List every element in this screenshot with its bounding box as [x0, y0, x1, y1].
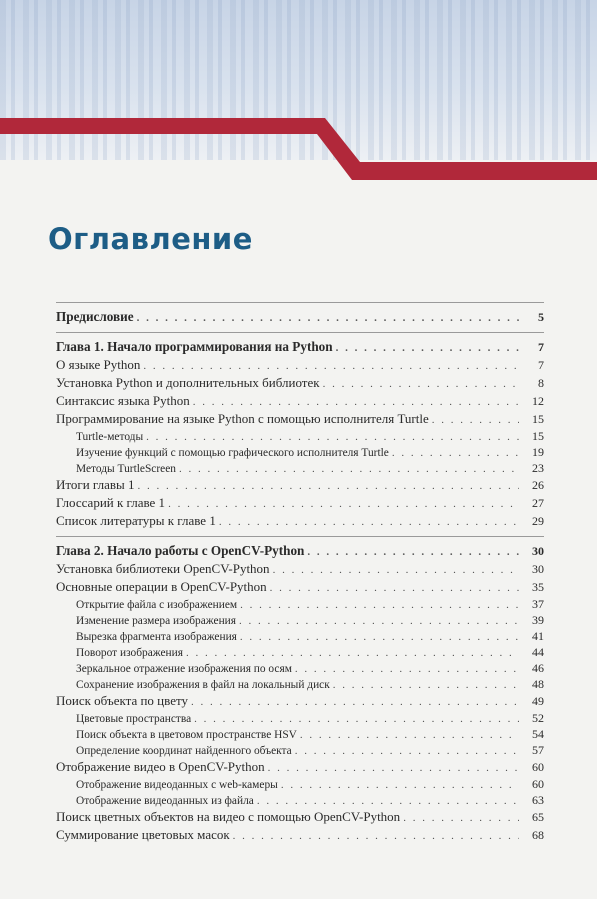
toc-entry-label: Поиск объекта по цвету: [56, 693, 188, 708]
toc-page-number: 49: [532, 694, 544, 708]
dot-leader: [295, 661, 519, 677]
toc-entry-label: Цветовые пространства: [76, 713, 192, 725]
toc-entry-label: Зеркальное отражение изображения по осям: [76, 663, 292, 675]
toc-page-number: 48: [532, 677, 544, 691]
dot-leader: [168, 495, 519, 513]
chapter-rule: [56, 536, 544, 537]
toc-preface[interactable]: [56, 307, 544, 326]
toc-section-entry[interactable]: [56, 374, 544, 392]
toc-section-entry[interactable]: [56, 410, 544, 428]
top-rule: [56, 302, 544, 303]
toc-page-number: 30: [532, 544, 544, 558]
dot-leader: [268, 759, 519, 777]
toc-page-number: 54: [532, 727, 544, 741]
toc-subsection-entry[interactable]: [56, 726, 544, 742]
dot-leader: [138, 477, 520, 495]
dot-leader: [273, 561, 519, 579]
toc-page-number: 15: [532, 412, 544, 426]
dot-leader: [239, 613, 519, 629]
chapter-2-entries: [56, 560, 544, 844]
table-of-contents: [56, 296, 544, 844]
toc-entry-label: Глоссарий к главе 1: [56, 495, 166, 510]
toc-entry-label: Основные операции в OpenCV-Python: [56, 579, 267, 594]
toc-page-number: 19: [532, 445, 544, 459]
toc-section-entry[interactable]: [56, 826, 544, 844]
toc-entry-label: Итоги главы 1: [56, 477, 135, 492]
toc-page-number: 44: [532, 645, 544, 659]
toc-subsection-entry[interactable]: [56, 428, 544, 444]
toc-entry-label: Определение координат найденного объекта: [76, 745, 292, 757]
toc-subsection-entry[interactable]: [56, 612, 544, 628]
toc-page-number: 41: [532, 629, 544, 643]
toc-entry-label: Установка Python и дополнительных библиотек: [56, 375, 320, 390]
dot-leader: [307, 543, 519, 562]
toc-entry-label: Изменение размера изображения: [76, 615, 237, 627]
toc-section-entry[interactable]: [56, 512, 544, 530]
toc-entry-label: Синтаксис языка Python: [56, 393, 190, 408]
toc-page-number: 27: [532, 496, 544, 510]
chapter-1-entries: [56, 356, 544, 530]
toc-page-number: 12: [532, 394, 544, 408]
toc-subsection-entry[interactable]: [56, 644, 544, 660]
dot-leader: [194, 711, 519, 727]
dot-leader: [281, 777, 519, 793]
toc-chapter-heading[interactable]: [56, 337, 544, 356]
toc-page-number: 63: [532, 793, 544, 807]
toc-section-entry[interactable]: [56, 692, 544, 710]
chapter-rule: [56, 332, 544, 333]
toc-page-number: 65: [532, 810, 544, 824]
dot-leader: [300, 727, 519, 743]
toc-page-number: 26: [532, 478, 544, 492]
toc-subsection-entry[interactable]: [56, 444, 544, 460]
toc-subsection-entry[interactable]: [56, 742, 544, 758]
toc-subsection-entry[interactable]: [56, 628, 544, 644]
toc-page-number: 29: [532, 514, 544, 528]
dot-leader: [323, 375, 519, 393]
toc-entry-label: Вырезка фрагмента изображения: [76, 631, 237, 643]
toc-entry-label: Отображение видеоданных с web-камеры: [76, 779, 278, 791]
toc-page-number: 7: [538, 358, 544, 372]
toc-entry-label: Поиск цветных объектов на видео с помощью OpenCV-Python: [56, 809, 401, 824]
dot-leader: [336, 339, 519, 358]
toc-entry-label: Поиск объекта в цветовом пространстве HSV: [76, 729, 297, 741]
dot-leader: [186, 645, 519, 661]
toc-entry-label: О языке Python: [56, 357, 141, 372]
toc-page-number: 46: [532, 661, 544, 675]
toc-entry-label: Открытие файла с изображением: [76, 599, 238, 611]
dot-leader: [333, 677, 519, 693]
dot-leader: [403, 809, 519, 827]
toc-page-number: 60: [532, 777, 544, 791]
dot-leader: [143, 357, 519, 375]
toc-page-number: 60: [532, 760, 544, 774]
toc-page-number: 30: [532, 562, 544, 576]
dot-leader: [240, 597, 519, 613]
dot-leader: [191, 693, 519, 711]
toc-entry-label: Отображение видео в OpenCV-Python: [56, 759, 265, 774]
toc-page-number: 8: [538, 376, 544, 390]
toc-entry-label: Глава 1. Начало программирования на Python: [56, 339, 333, 354]
header-accent-band: [0, 0, 597, 200]
dot-leader: [392, 445, 519, 461]
toc-page-number: 5: [538, 310, 544, 324]
toc-chapter-heading[interactable]: [56, 541, 544, 560]
dot-leader: [257, 793, 519, 809]
dot-leader: [295, 743, 519, 759]
dot-leader: [193, 393, 519, 411]
toc-entry-label: Суммирование цветовых масок: [56, 827, 230, 842]
toc-subsection-entry[interactable]: [56, 460, 544, 476]
toc-section-entry[interactable]: [56, 476, 544, 494]
toc-section-entry[interactable]: [56, 578, 544, 596]
toc-entry-label: Отображение видеоданных из файла: [76, 795, 254, 807]
toc-page-number: 23: [532, 461, 544, 475]
toc-entry-label: Сохранение изображения в файл на локальный диск: [76, 679, 330, 691]
toc-entry-label: Предисловие: [56, 309, 134, 324]
toc-page-number: 39: [532, 613, 544, 627]
toc-page-number: 37: [532, 597, 544, 611]
dot-leader: [137, 309, 519, 328]
toc-subsection-entry[interactable]: [56, 710, 544, 726]
toc-subsection-entry[interactable]: [56, 676, 544, 692]
toc-entry-label: Turtle-методы: [76, 431, 144, 443]
toc-section-entry[interactable]: [56, 808, 544, 826]
dot-leader: [179, 461, 519, 477]
toc-entry-label: Методы TurtleScreen: [76, 463, 176, 475]
toc-page-number: 15: [532, 429, 544, 443]
dot-leader: [233, 827, 519, 845]
toc-entry-label: Программирование на языке Python с помощью исполнителя Turtle: [56, 411, 429, 426]
toc-page-number: 68: [532, 828, 544, 842]
toc-entry-label: Установка библиотеки OpenCV-Python: [56, 561, 270, 576]
dot-leader: [432, 411, 519, 429]
toc-entry-label: Глава 2. Начало работы с OpenCV-Python: [56, 543, 305, 558]
toc-entry-label: Список литературы к главе 1: [56, 513, 216, 528]
toc-subsection-entry[interactable]: [56, 596, 544, 612]
page-title: Оглавление: [48, 222, 253, 256]
dot-leader: [270, 579, 519, 597]
toc-page-number: 35: [532, 580, 544, 594]
dot-leader: [146, 429, 519, 445]
toc-page-number: 57: [532, 743, 544, 757]
toc-section-entry[interactable]: [56, 356, 544, 374]
toc-section-entry[interactable]: [56, 392, 544, 410]
toc-subsection-entry[interactable]: [56, 776, 544, 792]
toc-subsection-entry[interactable]: [56, 660, 544, 676]
toc-page-number: 52: [532, 711, 544, 725]
toc-page-number: 7: [538, 340, 544, 354]
toc-entry-label: Изучение функций с помощью графического исполнителя Turtle: [76, 447, 389, 459]
toc-entry-label: Поворот изображения: [76, 647, 183, 659]
toc-section-entry[interactable]: [56, 494, 544, 512]
dot-leader: [240, 629, 519, 645]
toc-section-entry[interactable]: [56, 560, 544, 578]
dot-leader: [219, 513, 519, 531]
toc-subsection-entry[interactable]: [56, 792, 544, 808]
toc-section-entry[interactable]: [56, 758, 544, 776]
